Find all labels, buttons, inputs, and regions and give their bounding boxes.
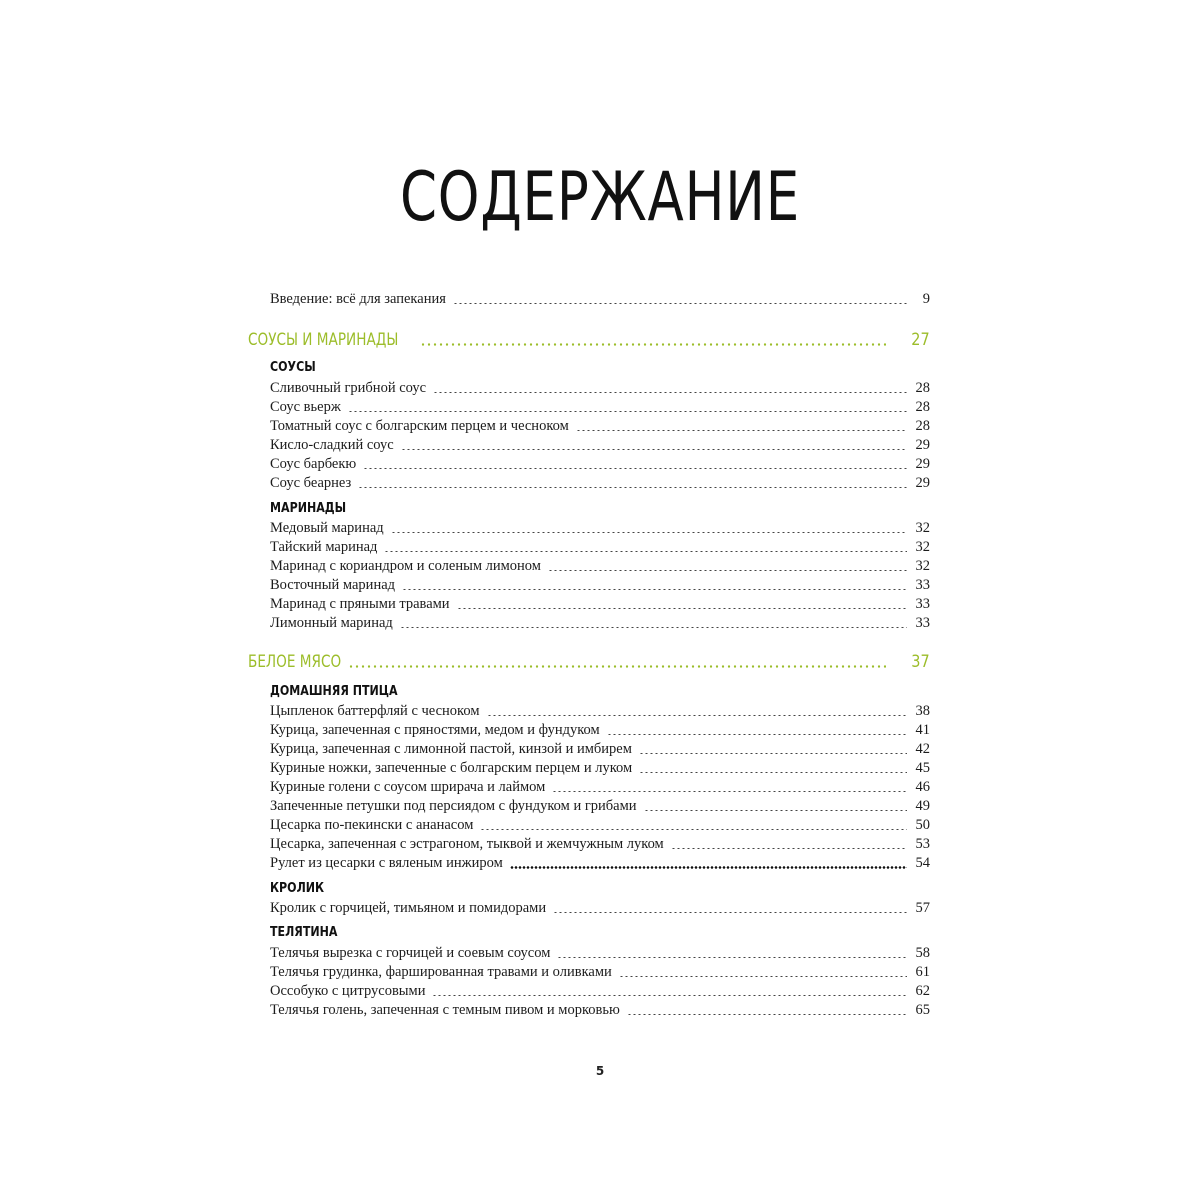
toc-entry[interactable] <box>270 982 930 1000</box>
dot-leader <box>457 608 907 609</box>
dot-leader <box>420 343 886 346</box>
toc-entry-page: 28 <box>915 380 930 396</box>
toc-entry-label: Соус барбекю <box>270 456 357 472</box>
toc-entry[interactable] <box>270 519 930 537</box>
toc-entry[interactable] <box>270 944 930 962</box>
toc-entry[interactable] <box>270 379 930 397</box>
toc-entry-page: 53 <box>915 836 930 852</box>
toc-entry-label: Рулет из цесарки с вяленым инжиром <box>270 855 503 871</box>
section-title: БЕЛОЕ МЯСО <box>248 652 342 672</box>
toc-section-sauces[interactable] <box>248 329 930 351</box>
toc-entry[interactable] <box>270 797 930 815</box>
dot-leader <box>432 995 907 996</box>
toc-entry-page: 32 <box>915 520 930 536</box>
toc-entry-page: 42 <box>915 741 930 757</box>
dot-leader <box>348 411 907 412</box>
toc-entry-label: Цесарка по-пекински с ананасом <box>270 817 474 833</box>
toc-entry-label: Маринад с кориандром и соленым лимоном <box>270 558 541 574</box>
toc-entry-label: Томатный соус с болгарским перцем и чесноком <box>270 418 569 434</box>
dot-leader <box>639 753 907 754</box>
toc-entry-label: Маринад с пряными травами <box>270 596 450 612</box>
toc-entry-label: Кролик с горчицей, тимьяном и помидорами <box>270 900 547 916</box>
toc-entry-intro[interactable] <box>270 290 930 308</box>
dot-leader <box>401 449 907 450</box>
toc-entry[interactable] <box>270 595 930 613</box>
toc-entry-label: Цесарка, запеченная с эстрагоном, тыквой и жемчужным луком <box>270 836 664 852</box>
dot-leader <box>358 487 907 488</box>
toc-subhead-sauces: СОУСЫ <box>270 359 316 375</box>
toc-entry-page: 29 <box>915 437 930 453</box>
toc-entry-page: 33 <box>915 596 930 612</box>
toc-entry-label: Куриные голени с соусом шрирача и лаймом <box>270 779 546 795</box>
dot-leader <box>363 468 907 469</box>
toc-entry[interactable] <box>270 455 930 473</box>
toc-entry-label: Кисло-сладкий соус <box>270 437 394 453</box>
section-title: СОУСЫ И МАРИНАДЫ <box>248 330 399 350</box>
toc-entry-label: Восточный маринад <box>270 577 396 593</box>
toc-entry[interactable] <box>270 778 930 796</box>
toc-entry[interactable] <box>270 816 930 834</box>
toc-entry[interactable] <box>270 759 930 777</box>
toc-entry-label: Соус вьерж <box>270 399 341 415</box>
dot-leader <box>553 912 907 913</box>
toc-entry-page: 9 <box>922 291 930 307</box>
toc-entry-page: 29 <box>915 475 930 491</box>
toc-entry-label: Запеченные петушки под персиядом с фундуком и грибами <box>270 798 637 814</box>
toc-entry-page: 33 <box>915 615 930 631</box>
toc-entry-label: Цыпленок баттерфляй с чесноком <box>270 703 480 719</box>
toc-entry[interactable] <box>270 538 930 556</box>
toc-entry[interactable] <box>270 436 930 454</box>
toc-entry-page: 54 <box>915 855 930 871</box>
toc-entry[interactable] <box>270 576 930 594</box>
dot-leader <box>607 734 907 735</box>
toc-entry[interactable] <box>270 557 930 575</box>
toc-entry[interactable] <box>270 474 930 492</box>
toc-entry[interactable] <box>270 398 930 416</box>
dot-leader <box>619 976 907 977</box>
toc-entry-label: Курица, запеченная с лимонной пастой, кинзой и имбирем <box>270 741 632 757</box>
toc-entry-label: Медовый маринад <box>270 520 384 536</box>
page-title: СОДЕРЖАНИЕ <box>399 158 800 237</box>
toc-entry-label: Оссобуко с цитрусовыми <box>270 983 426 999</box>
toc-entry[interactable] <box>270 614 930 632</box>
dot-leader <box>400 627 907 628</box>
page-number: 5 <box>595 1064 605 1078</box>
toc-entry-label: Введение: всё для запекания <box>270 291 446 307</box>
dot-leader <box>548 570 907 571</box>
toc-entry-page: 33 <box>915 577 930 593</box>
toc-entry-label: Лимонный маринад <box>270 615 393 631</box>
dot-leader <box>402 589 907 590</box>
toc-subhead-veal: ТЕЛЯТИНА <box>270 924 338 940</box>
toc-entry-label: Куриные ножки, запеченные с болгарским перцем и луком <box>270 760 633 776</box>
toc-entry-label: Курица, запеченная с пряностями, медом и фундуком <box>270 722 600 738</box>
toc-entry-label: Телячья голень, запеченная с темным пивом и морковью <box>270 1002 620 1018</box>
toc-entry-page: 58 <box>915 945 930 961</box>
toc-subhead-poultry: ДОМАШНЯЯ ПТИЦА <box>270 683 398 699</box>
toc-entry-label: Телячья вырезка с горчицей и соевым соусом <box>270 945 551 961</box>
dot-leader <box>487 715 908 716</box>
dot-leader <box>453 303 907 304</box>
toc-entry[interactable] <box>270 899 930 917</box>
toc-entry-page: 49 <box>915 798 930 814</box>
dot-leader <box>639 772 907 773</box>
dot-leader <box>348 665 886 668</box>
dot-leader <box>627 1014 907 1015</box>
toc-entry-page: 38 <box>915 703 930 719</box>
section-page: 27 <box>911 330 930 350</box>
toc-entry[interactable] <box>270 963 930 981</box>
dot-leader <box>391 532 907 533</box>
toc-entry-page: 57 <box>915 900 930 916</box>
toc-entry-label: Соус беарнез <box>270 475 352 491</box>
dot-leader <box>510 866 907 869</box>
section-page: 37 <box>911 652 930 672</box>
toc-entry-page: 45 <box>915 760 930 776</box>
toc-entry[interactable] <box>270 721 930 739</box>
toc-entry-label: Сливочный грибной соус <box>270 380 427 396</box>
toc-entry[interactable] <box>270 1001 930 1019</box>
toc-entry-label: Телячья грудинка, фаршированная травами и оливками <box>270 964 612 980</box>
dot-leader <box>552 791 907 792</box>
toc-entry-page: 61 <box>915 964 930 980</box>
dot-leader <box>384 551 907 552</box>
toc-entry-page: 50 <box>915 817 930 833</box>
toc-entry[interactable] <box>270 835 930 853</box>
toc-entry-page: 28 <box>915 399 930 415</box>
dot-leader <box>576 430 907 431</box>
toc-entry[interactable] <box>270 702 930 720</box>
dot-leader <box>433 392 907 393</box>
toc-entry-page: 28 <box>915 418 930 434</box>
dot-leader <box>480 829 907 830</box>
toc-entry-page: 46 <box>915 779 930 795</box>
toc-subhead-rabbit: КРОЛИК <box>270 880 325 896</box>
toc-entry-page: 41 <box>915 722 930 738</box>
toc-entry-page: 62 <box>915 983 930 999</box>
dot-leader <box>671 848 907 849</box>
toc-entry-label: Тайский маринад <box>270 539 378 555</box>
toc-entry[interactable] <box>270 740 930 758</box>
toc-entry-page: 32 <box>915 539 930 555</box>
toc-subhead-marinades: МАРИНАДЫ <box>270 500 347 516</box>
toc-entry-page: 32 <box>915 558 930 574</box>
dot-leader <box>557 957 907 958</box>
toc-entry[interactable] <box>270 417 930 435</box>
toc-entry[interactable] <box>270 854 930 872</box>
toc-entry-page: 29 <box>915 456 930 472</box>
toc-section-white-meat[interactable] <box>248 651 930 673</box>
toc-entry-page: 65 <box>915 1002 930 1018</box>
dot-leader <box>644 810 907 811</box>
